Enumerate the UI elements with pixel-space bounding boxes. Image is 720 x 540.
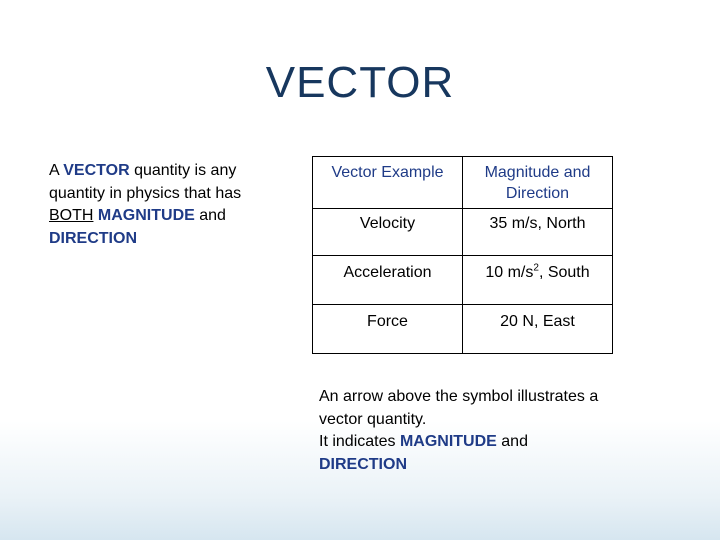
header-vector-example: Vector Example — [313, 157, 463, 209]
note-line2-pre: It indicates — [319, 433, 400, 450]
vector-definition — [49, 160, 249, 250]
table-row — [313, 256, 613, 305]
row-value — [463, 256, 613, 305]
def-vector: VECTOR — [63, 162, 130, 179]
value-pre: 10 m/s — [485, 264, 534, 281]
row-value: 20 N, East — [463, 305, 613, 354]
row-example: Velocity — [313, 209, 463, 256]
table-row — [313, 209, 613, 256]
slide-title: VECTOR — [265, 58, 455, 107]
header-magnitude-direction: Magnitude and Direction — [463, 157, 613, 209]
note-and: and — [496, 433, 528, 450]
arrow-note — [319, 386, 619, 476]
def-magnitude: MAGNITUDE — [97, 207, 195, 224]
def-and: and — [194, 207, 226, 224]
row-example: Force — [313, 305, 463, 354]
value-sup: 2 — [533, 262, 539, 274]
table-row — [313, 305, 613, 354]
def-quantity-text: quantity is any quantity in physics that has — [49, 162, 242, 202]
table-header-row — [313, 157, 613, 209]
value-post: , South — [538, 264, 590, 281]
def-a: A — [49, 162, 64, 179]
vector-table — [312, 156, 613, 354]
note-direction: DIRECTION — [319, 455, 407, 473]
def-both: BOTH — [49, 207, 94, 224]
row-value: 35 m/s, North — [463, 209, 613, 256]
def-direction: DIRECTION — [49, 229, 137, 247]
note-magnitude: MAGNITUDE — [399, 433, 497, 450]
note-line1: An arrow above the symbol illustrates a vector quantity. — [319, 388, 599, 428]
row-example: Acceleration — [313, 256, 463, 305]
